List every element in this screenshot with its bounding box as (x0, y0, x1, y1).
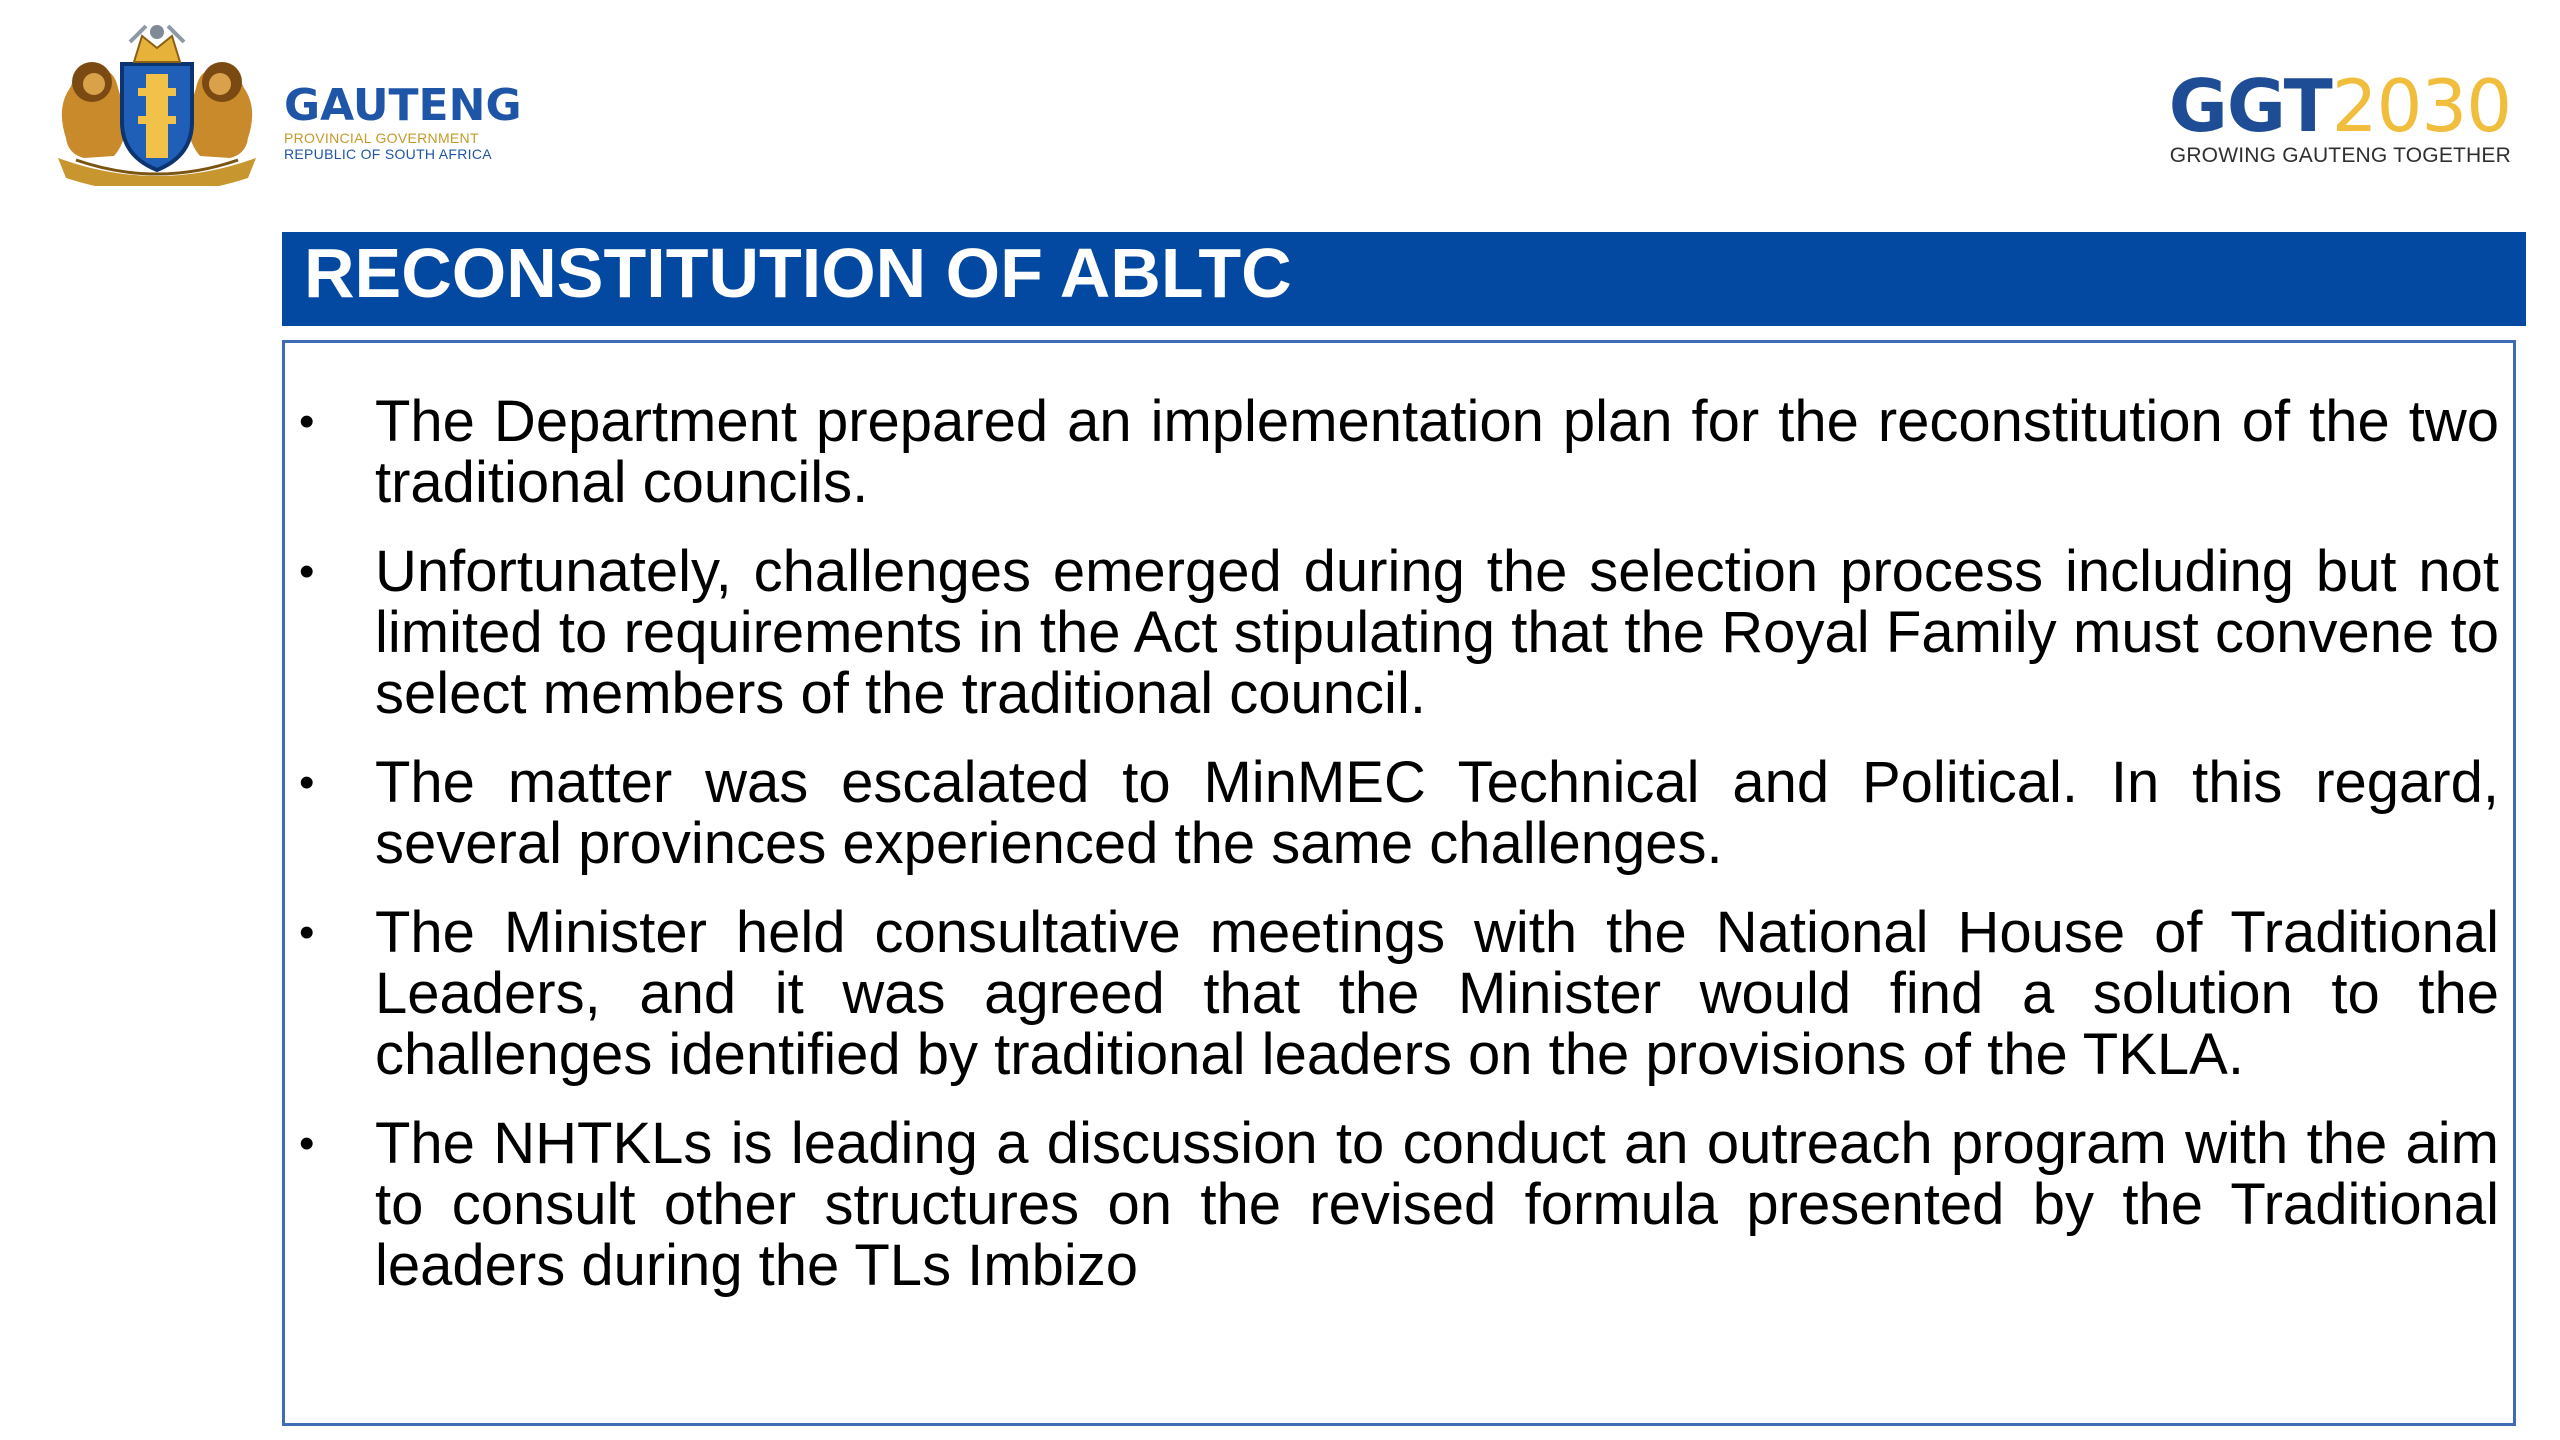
bullet-item (299, 1111, 2499, 1298)
bullet-text: The matter was escalated to MinMEC Technical and Political. In this regard, several provinces experienced the same challenges. (375, 750, 2499, 876)
ggt-year: 2030 (2331, 64, 2511, 148)
bullet-marker: • (299, 547, 315, 596)
bullet-item (299, 389, 2499, 515)
bullet-text: The Minister held consultative meetings with the National House of Traditional Leaders, and it was agreed that the Minister would find a solution to the challenges identified by traditional leaders on the provisions of the TKLA. (375, 900, 2499, 1087)
bullet-text: The Department prepared an implementation plan for the reconstitution of the two traditional councils. (375, 389, 2499, 515)
gauteng-logo (284, 82, 522, 162)
gauteng-subtitle-1: PROVINCIAL GOVERNMENT (284, 130, 479, 146)
bullet-item (299, 750, 2499, 876)
ggt2030-logo (2169, 66, 2511, 168)
ggt-letters: GGT (2168, 64, 2332, 148)
gauteng-subtitle-2: REPUBLIC OF SOUTH AFRICA (284, 146, 492, 162)
ggt-tagline: GROWING GAUTENG TOGETHER (2169, 144, 2511, 167)
coat-of-arms-icon (48, 18, 266, 186)
bullet-list (299, 389, 2499, 1324)
title-bar (282, 232, 2526, 326)
ggt2030-wordmark (2169, 66, 2511, 146)
bullet-item (299, 539, 2499, 726)
bullet-text: Unfortunately, challenges emerged during the selection process including but not limited to requirements in the Act stipulating that the Royal Family must convene to select members of the traditional council. (375, 539, 2499, 726)
bullet-marker: • (299, 1119, 315, 1168)
gauteng-name: GAUTENG (284, 80, 522, 131)
bullet-marker: • (299, 908, 315, 957)
bullet-text: The NHTKLs is leading a discussion to conduct an outreach program with the aim to consult other structures on the revised formula presented by the Traditional leaders during the TLs Imbizo (375, 1111, 2499, 1298)
bullet-marker: • (299, 758, 315, 807)
slide-title: RECONSTITUTION OF ABLTC (304, 234, 1292, 312)
content-box (282, 340, 2516, 1426)
bullet-marker: • (299, 397, 315, 446)
bullet-item (299, 900, 2499, 1087)
